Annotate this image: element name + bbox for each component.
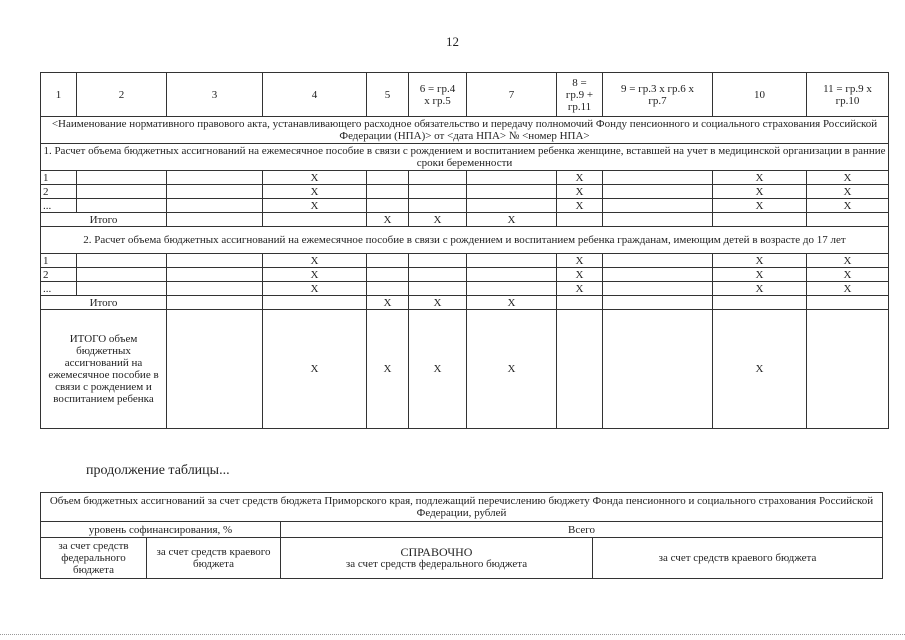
table-row — [41, 171, 889, 185]
budget-header: Объем бюджетных ассигнований за счет средств бюджета Приморского края, подлежащий перечислению бюджету Фонда пенсионного и социального страхования Российской Федерации, рублей — [41, 493, 883, 522]
itogo-label: Итого — [41, 296, 167, 310]
grand-total-label: ИТОГО объем бюджетных ассигнований на ежемесячное пособие в связи с рождением и воспитанием ребенка — [41, 310, 167, 429]
x-mark: Х — [409, 296, 467, 310]
col-header: 10 — [713, 73, 807, 117]
x-mark: Х — [713, 171, 807, 185]
x-mark: Х — [807, 171, 889, 185]
col-header: 4 — [263, 73, 367, 117]
x-mark: Х — [409, 310, 467, 429]
x-mark: Х — [467, 310, 557, 429]
grand-total-row — [41, 310, 889, 429]
x-mark: Х — [263, 185, 367, 199]
x-mark: Х — [263, 282, 367, 296]
x-mark: Х — [713, 199, 807, 213]
x-mark: Х — [713, 310, 807, 429]
x-mark: Х — [713, 254, 807, 268]
table-row — [41, 199, 889, 213]
x-mark: Х — [807, 199, 889, 213]
col-header: 2 — [77, 73, 167, 117]
x-mark: Х — [557, 282, 603, 296]
regional-budget-col-2: за счет средств краевого бюджета — [593, 538, 883, 579]
col-header: 8 = гр.9 + гр.11 — [557, 73, 603, 117]
x-mark: Х — [409, 213, 467, 227]
federal-budget-col: за счет средств федерального бюджета — [41, 538, 147, 579]
col-header: 1 — [41, 73, 77, 117]
x-mark: Х — [807, 268, 889, 282]
x-mark: Х — [807, 185, 889, 199]
row-number: 2 — [41, 185, 77, 199]
x-mark: Х — [557, 171, 603, 185]
cofinancing-label: уровень софинансирования, % — [41, 522, 281, 538]
row-number: 1 — [41, 171, 77, 185]
page-edge — [0, 634, 905, 635]
reference-title: СПРАВОЧНО — [400, 545, 473, 559]
x-mark: Х — [807, 254, 889, 268]
x-mark: Х — [367, 213, 409, 227]
total-label: Всего — [281, 522, 883, 538]
reference-col — [281, 538, 593, 579]
x-mark: Х — [367, 296, 409, 310]
reference-subtitle: за счет средств федерального бюджета — [345, 558, 528, 570]
col-header: 6 = гр.4 х гр.5 — [409, 73, 467, 117]
x-mark: Х — [263, 199, 367, 213]
col-header: 5 — [367, 73, 409, 117]
x-mark: Х — [467, 296, 557, 310]
x-mark: Х — [467, 213, 557, 227]
itogo-row — [41, 296, 889, 310]
x-mark: Х — [713, 282, 807, 296]
x-mark: Х — [557, 254, 603, 268]
row-number: ... — [41, 282, 77, 296]
table-row — [41, 254, 889, 268]
x-mark: Х — [557, 185, 603, 199]
itogo-row — [41, 213, 889, 227]
x-mark: Х — [713, 185, 807, 199]
itogo-label: Итого — [41, 213, 167, 227]
table-row — [41, 282, 889, 296]
table-row — [41, 185, 889, 199]
page-number: 12 — [446, 34, 459, 49]
calculation-table — [40, 72, 889, 429]
x-mark: Х — [263, 171, 367, 185]
row-number: 1 — [41, 254, 77, 268]
x-mark: Х — [807, 282, 889, 296]
x-mark: Х — [557, 199, 603, 213]
table-row — [41, 268, 889, 282]
row-number: ... — [41, 199, 77, 213]
continuation-table — [40, 492, 883, 579]
col-header: 11 = гр.9 х гр.10 — [807, 73, 889, 117]
section-1-title: 1. Расчет объема бюджетных ассигнований на ежемесячное пособие в связи с рождением и воспитанием ребенка женщине, вставшей на учет в медицинской организации в ранние сроки беременности — [41, 144, 889, 171]
regional-budget-col: за счет средств краевого бюджета — [147, 538, 281, 579]
x-mark: Х — [263, 310, 367, 429]
x-mark: Х — [713, 268, 807, 282]
x-mark: Х — [263, 254, 367, 268]
x-mark: Х — [557, 268, 603, 282]
x-mark: Х — [263, 268, 367, 282]
column-header-row — [41, 73, 889, 117]
col-header: 7 — [467, 73, 557, 117]
col-header: 3 — [167, 73, 263, 117]
row-number: 2 — [41, 268, 77, 282]
continuation-label: продолжение таблицы... — [86, 463, 230, 478]
x-mark: Х — [367, 310, 409, 429]
npa-row: <Наименование нормативного правового акта, устанавливающего расходное обязательство и передачу полномочий Фонду пенсионного и социального страхования Российской Федерации (НПА)> от <дата НПА> № <номер НПА> — [41, 117, 889, 144]
col-header: 9 = гр.3 х гр.6 х гр.7 — [603, 73, 713, 117]
section-2-title: 2. Расчет объема бюджетных ассигнований на ежемесячное пособие в связи с рождением и воспитанием ребенка гражданам, имеющим детей в возрасте до 17 лет — [41, 227, 889, 254]
